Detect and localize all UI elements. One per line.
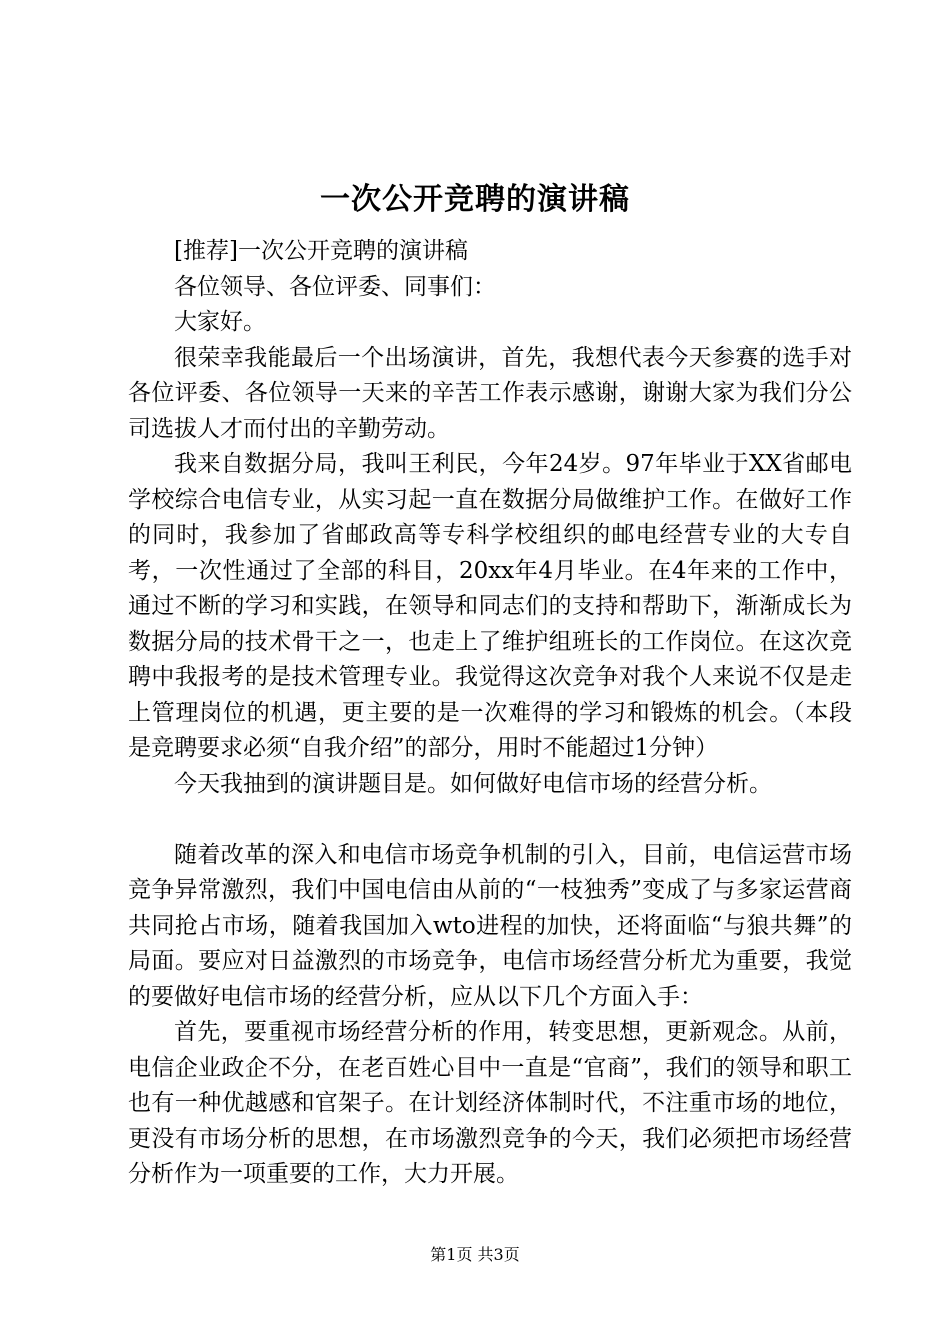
greeting: 大家好。	[174, 309, 266, 335]
paragraph-first-point: 首先，要重视市场经营分析的作用，转变思想，更新观念。从前，电信企业政企不分，在老百姓心目中一直是“官商”，我们的领导和职工也有一种优越感和官架子。在计划经济体制时代，不注重市场的地位，更没有市场分析的思想，在市场激烈竞争的今天，我们必须把市场经营分析作为一项重要的工作，大力开展。	[128, 1019, 852, 1187]
page-number-footer: 第1页 共3页	[430, 1245, 520, 1264]
salutation: 各位领导、各位评委、同事们：	[174, 273, 496, 300]
paragraph-market-competition: 随着改革的深入和电信市场竞争机制的引入，目前，电信运营市场竞争异常激烈，我们中国电信由从前的“一枝独秀”变成了与多家运营商共同抢占市场，随着我国加入wto进程的加快，还将面临“与狼共舞”的局面。要应对日益激烈的市场竞争，电信市场经营分析尤为重要，我觉的要做好电信市场的经营分析，应从以下几个方面入手：	[128, 841, 852, 1010]
paragraph-topic: 今天我抽到的演讲题目是。如何做好电信市场的经营分析。	[174, 770, 772, 797]
document-body	[128, 234, 852, 1193]
paragraph-self-introduction: 我来自数据分局，我叫王利民，今年24岁。97年毕业于XX省邮电学校综合电信专业，从实习起一直在数据分局做维护工作。在做好工作的同时，我参加了省邮政高等专科学校组织的邮电经营专业的大专自考，一次性通过了全部的科目，20xx年4月毕业。在4年来的工作中，通过不断的学习和实践，在领导和同志们的支持和帮助下，渐渐成长为数据分局的技术骨干之一，也走上了维护组班长的工作岗位。在这次竞聘中我报考的是技术管理专业。我觉得这次竞争对我个人来说不仅是走上管理岗位的机遇，更主要的是一次难得的学习和锻炼的机会。（本段是竞聘要求必须“自我介绍”的部分，用时不能超过1分钟）	[128, 451, 852, 761]
paragraph-thanks: 很荣幸我能最后一个出场演讲，首先，我想代表今天参赛的选手对各位评委、各位领导一天来的辛苦工作表示感谢，谢谢大家为我们分公司选拔人才而付出的辛勤劳动。	[128, 344, 852, 442]
document-title: 一次公开竞聘的演讲稿	[320, 182, 630, 217]
recommend-line: [推荐]一次公开竞聘的演讲稿	[174, 238, 468, 264]
